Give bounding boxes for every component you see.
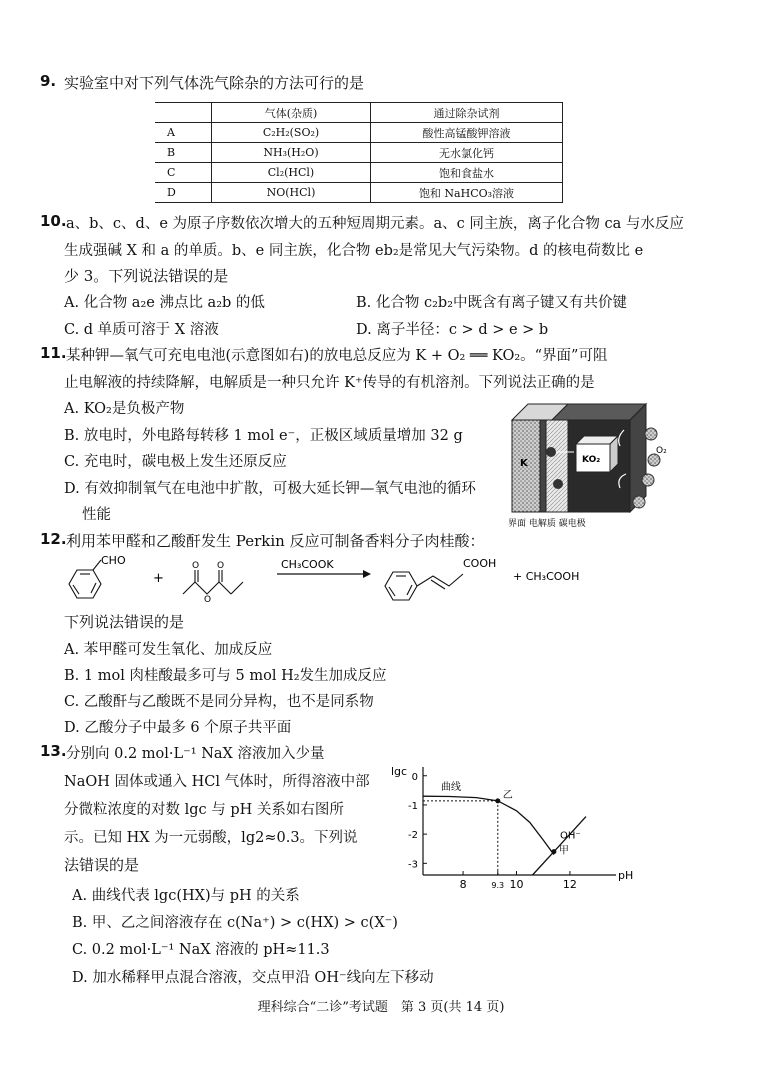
table-cell: 饱和 NaHCO₃溶液 [371,183,563,203]
q13-line: 分别向 0.2 mol·L⁻¹ NaX 溶液加入少量 [66,746,325,762]
table-row [155,123,563,143]
point-label: 甲 [558,845,569,857]
x-tick-label: 9.3 [491,881,505,890]
q12-stem: 利用苯甲醛和乙酸酐发生 Perkin 反应可制备香料分子肉桂酸： [66,532,485,550]
lgc-ph-chart [385,755,645,895]
x-axis-label: pH [618,869,634,882]
svg-text:O: O [204,595,212,605]
cooh-label: COOH [463,557,497,570]
x-tick-label: 10 [509,878,524,891]
q12-option-a: A. 苯甲醛可发生氧化、加成反应 [64,642,273,658]
q13-line: 分微粒浓度的对数 lgc 与 pH 关系如右图所 [64,802,344,818]
table-cell: D [155,183,212,203]
cho-label: CHO [101,554,126,567]
q13-line: 法错误的是 [64,856,140,874]
series-line [423,796,554,854]
q9-stem: 实验室中对下列气体洗气除杂的方法可行的是 [64,74,365,92]
q13-number: 13. [40,742,67,760]
series-label: OH⁻ [559,830,581,842]
o2-sphere-icon [645,428,657,440]
q11-option-d: D. 有效抑制氧气在电池中扩散，可极大延长钾—氧气电池的循环 [64,481,476,497]
interface-layer [540,420,546,512]
q10-option-a: A. 化合物 a₂e 沸点比 a₂b 的低 [64,295,265,311]
q10-line: a、b、c、d、e 为原子序数依次增大的五种短周期元素。a、c 同主族，离子化合物 ca 与水反应 [66,216,684,232]
table-row [155,163,563,183]
q12-option-d: D. 乙酸分子中最多 6 个原子共平面 [64,720,292,736]
o2-sphere-icon [633,496,645,508]
table-row [155,143,563,163]
table-cell: 酸性高锰酸钾溶液 [371,123,563,143]
q12-question: 下列说法错误的是 [64,613,185,631]
q10-option-b: B. 化合物 c₂b₂中既含有离子键又有共价键 [356,295,628,311]
k-ion-icon [546,447,556,457]
table-cell: C₂H₂(SO₂) [212,123,371,143]
k-ion-icon [553,479,563,489]
table-header-row [155,103,563,123]
series-label: 曲线 [441,782,461,794]
acetic-anhydride-structure [183,570,243,594]
plus-sign: + [153,571,164,586]
q13-option-b: B. 甲、乙之间溶液存在 c(Na⁺) > c(HX) > c(X⁻) [72,915,398,931]
q12-option-b: B. 1 mol 肉桂酸最多可与 5 mol H₂发生加成反应 [64,668,387,684]
byproduct-label: + CH₃COOH [513,570,580,583]
table-cell: 饱和食盐水 [371,163,563,183]
table-cell: Cl₂(HCl) [212,163,371,183]
x-tick-label: 8 [459,878,467,891]
cinnamic-acid-structure [385,572,463,600]
svg-text:O: O [192,561,200,571]
q9-number: 9. [40,72,57,90]
q13-option-d: D. 加水稀释甲点混合溶液，交点甲沿 OH⁻线向左下移动 [72,970,434,986]
q11-line: 某种钾—氧气可充电电池(示意图如右)的放电总反应为 K + O₂ ══ KO₂。“界面”可阻 [66,348,608,364]
q11-option-c: C. 充电时，碳电极上发生还原反应 [64,454,287,470]
page-footer: 理科综合“二诊”考试题 第 3 页(共 14 页) [257,1000,505,1015]
q11-option-a: A. KO₂是负极产物 [64,401,185,417]
x-tick-label: 12 [562,878,577,891]
y-tick-label: -1 [408,800,418,812]
y-axis-label: lgc [391,765,408,778]
perkin-reaction-scheme [55,552,615,612]
q9-table [155,102,563,203]
q10-line: 少 3。下列说法错误的是 [64,267,229,285]
q10-number: 10. [40,212,67,230]
q10-option-d: D. 离子半径：c > d > e > b [356,322,549,338]
o2-sphere-icon [642,474,654,486]
q13-option-a: A. 曲线代表 lgc(HX)与 pH 的关系 [72,888,300,904]
table-cell: A [155,123,212,143]
y-tick-label: -3 [408,859,418,871]
reagent-label: CH₃COOK [281,558,334,571]
y-tick-label: 0 [411,771,418,783]
electrolyte [546,420,568,512]
table-header-cell: 通过除杂试剂 [371,103,563,123]
q11-number: 11. [40,344,67,362]
point-label: 乙 [502,789,513,801]
y-tick-label: -2 [408,830,418,842]
k-label: K [520,458,528,469]
q12-option-c: C. 乙酸酐与乙酸既不是同分异构，也不是同系物 [64,694,374,710]
table-header-cell: 气体(杂质) [212,103,371,123]
q13-line: NaOH 固体或通入 HCl 气体时，所得溶液中部 [64,774,370,790]
intersection-point [551,849,556,854]
table-cell: B [155,143,212,163]
table-header-cell [155,103,212,123]
q13-line: 示。已知 HX 为一元弱酸，lg2≈0.3。下列说 [64,830,358,846]
table-cell: NO(HCl) [212,183,371,203]
q12-number: 12. [40,530,67,548]
svg-text:O: O [217,561,225,571]
battery-caption: 界面 电解质 碳电极 [508,519,586,529]
table-cell: 无水氯化钙 [371,143,563,163]
table-cell: C [155,163,212,183]
q10-line: 生成强碱 X 和 a 的单质。b、e 同主族，化合物 eb₂是常见大气污染物。d 的核电荷数比 e [64,243,644,259]
q11-line: 止电解液的持续降解，电解质是一种只允许 K⁺传导的有机溶剂。下列说法正确的是 [64,375,595,391]
q13-option-c: C. 0.2 mol·L⁻¹ NaX 溶液的 pH≈11.3 [72,942,330,958]
table-cell: NH₃(H₂O) [212,143,371,163]
o2-label: O₂ [656,446,667,456]
table-row [155,183,563,203]
benzaldehyde-structure [69,560,101,598]
battery-diagram [498,390,668,530]
q11-option-b: B. 放电时，外电路每转移 1 mol e⁻，正极区域质量增加 32 g [64,428,463,444]
ko2-label: KO₂ [582,455,601,465]
q11-option-d-cont: 性能 [82,507,111,523]
q10-option-c: C. d 单质可溶于 X 溶液 [64,322,219,338]
